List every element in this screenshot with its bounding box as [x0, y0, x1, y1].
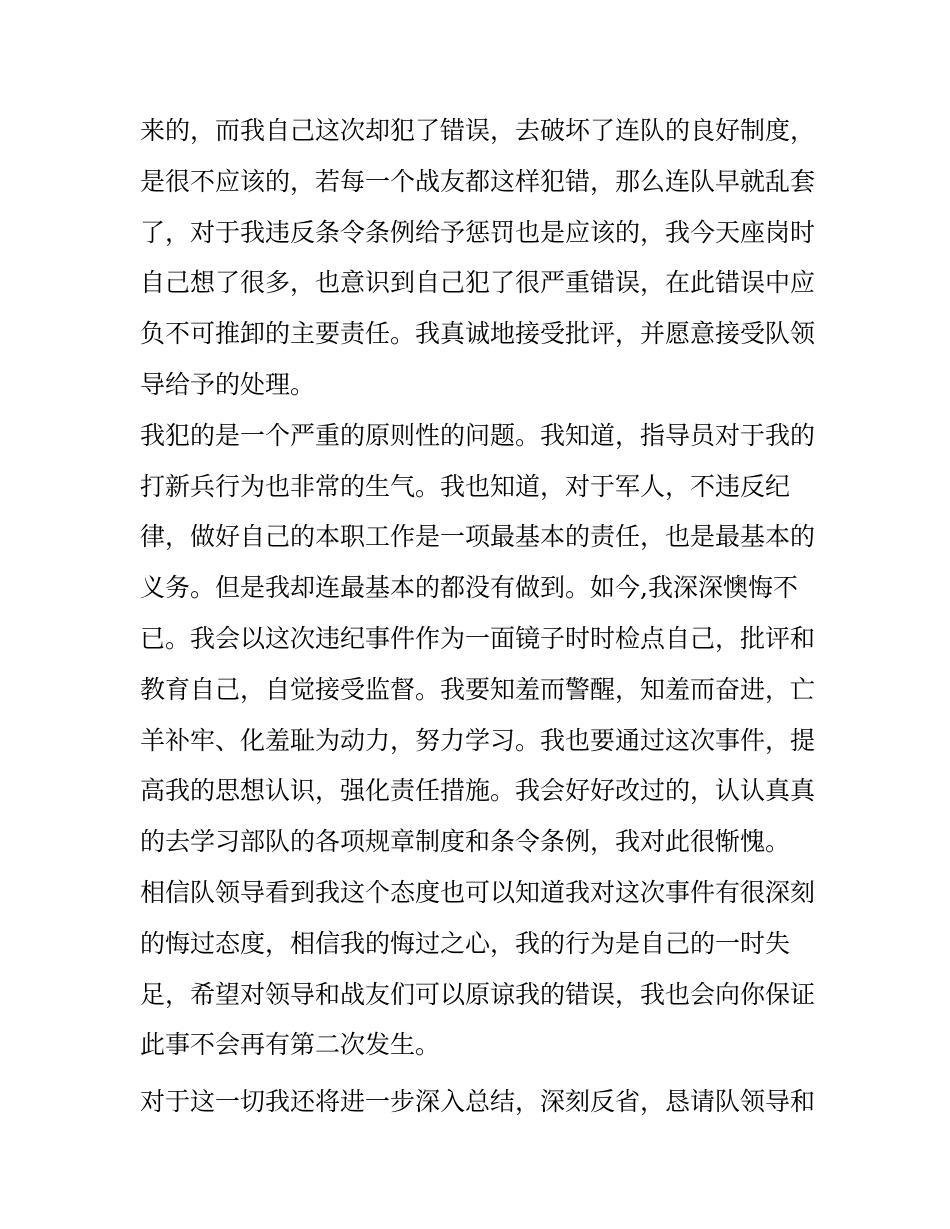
document-body — [140, 106, 820, 1128]
text-line: 的悔过态度，相信我的悔过之心，我的行为是自己的一时失 — [140, 928, 791, 958]
text-line: 义务。但是我却连最基本的都没有做到。如今,我深深懊悔不 — [140, 573, 798, 603]
text-line: 打新兵行为也非常的生气。我也知道，对于军人，不违反纪 — [140, 471, 791, 501]
paragraph — [140, 106, 820, 411]
text-line: 律，做好自己的本职工作是一项最基本的责任，也是最基本的 — [140, 522, 816, 552]
text-line: 对于这一切我还将进一步深入总结，深刻反省，恳请队领导和 — [140, 1087, 816, 1117]
paragraph — [140, 1077, 820, 1128]
text-line: 负不可推卸的主要责任。我真诚地接受批评，并愿意接受队领 — [140, 319, 816, 349]
text-line: 自己想了很多，也意识到自己犯了很严重错误，在此错误中应 — [140, 268, 816, 298]
text-line: 是很不应该的，若每一个战友都这样犯错，那么连队早就乱套 — [140, 166, 816, 196]
text-line: 已。我会以这次违纪事件作为一面镜子时时检点自己，批评和 — [140, 623, 816, 653]
text-line: 导给予的处理。 — [140, 369, 316, 399]
text-line: 来的，而我自己这次却犯了错误，去破坏了连队的良好制度， — [140, 116, 816, 145]
text-line: 相信队领导看到我这个态度也可以知道我对这次事件有很深刻 — [140, 877, 816, 907]
text-line: 的去学习部队的各项规章制度和条令条例，我对此很惭愧。 — [140, 827, 791, 857]
text-line: 此事不会再有第二次发生。 — [140, 1030, 441, 1060]
text-line: 高我的思想认识，强化责任措施。我会好好改过的，认认真真 — [140, 776, 816, 806]
text-line: 了，对于我违反条令条例给予惩罚也是应该的，我今天座岗时 — [140, 217, 816, 247]
paragraph — [140, 411, 820, 868]
text-line: 我犯的是一个严重的原则性的问题。我知道，指导员对于我的 — [140, 420, 816, 450]
text-line: 教育自己，自觉接受监督。我要知羞而警醒，知羞而奋进，亡 — [140, 674, 816, 704]
text-line: 羊补牢、化羞耻为动力，努力学习。我也要通过这次事件，提 — [140, 725, 816, 755]
paragraph — [140, 868, 820, 1071]
text-line: 足，希望对领导和战友们可以原谅我的错误，我也会向你保证 — [140, 979, 816, 1009]
